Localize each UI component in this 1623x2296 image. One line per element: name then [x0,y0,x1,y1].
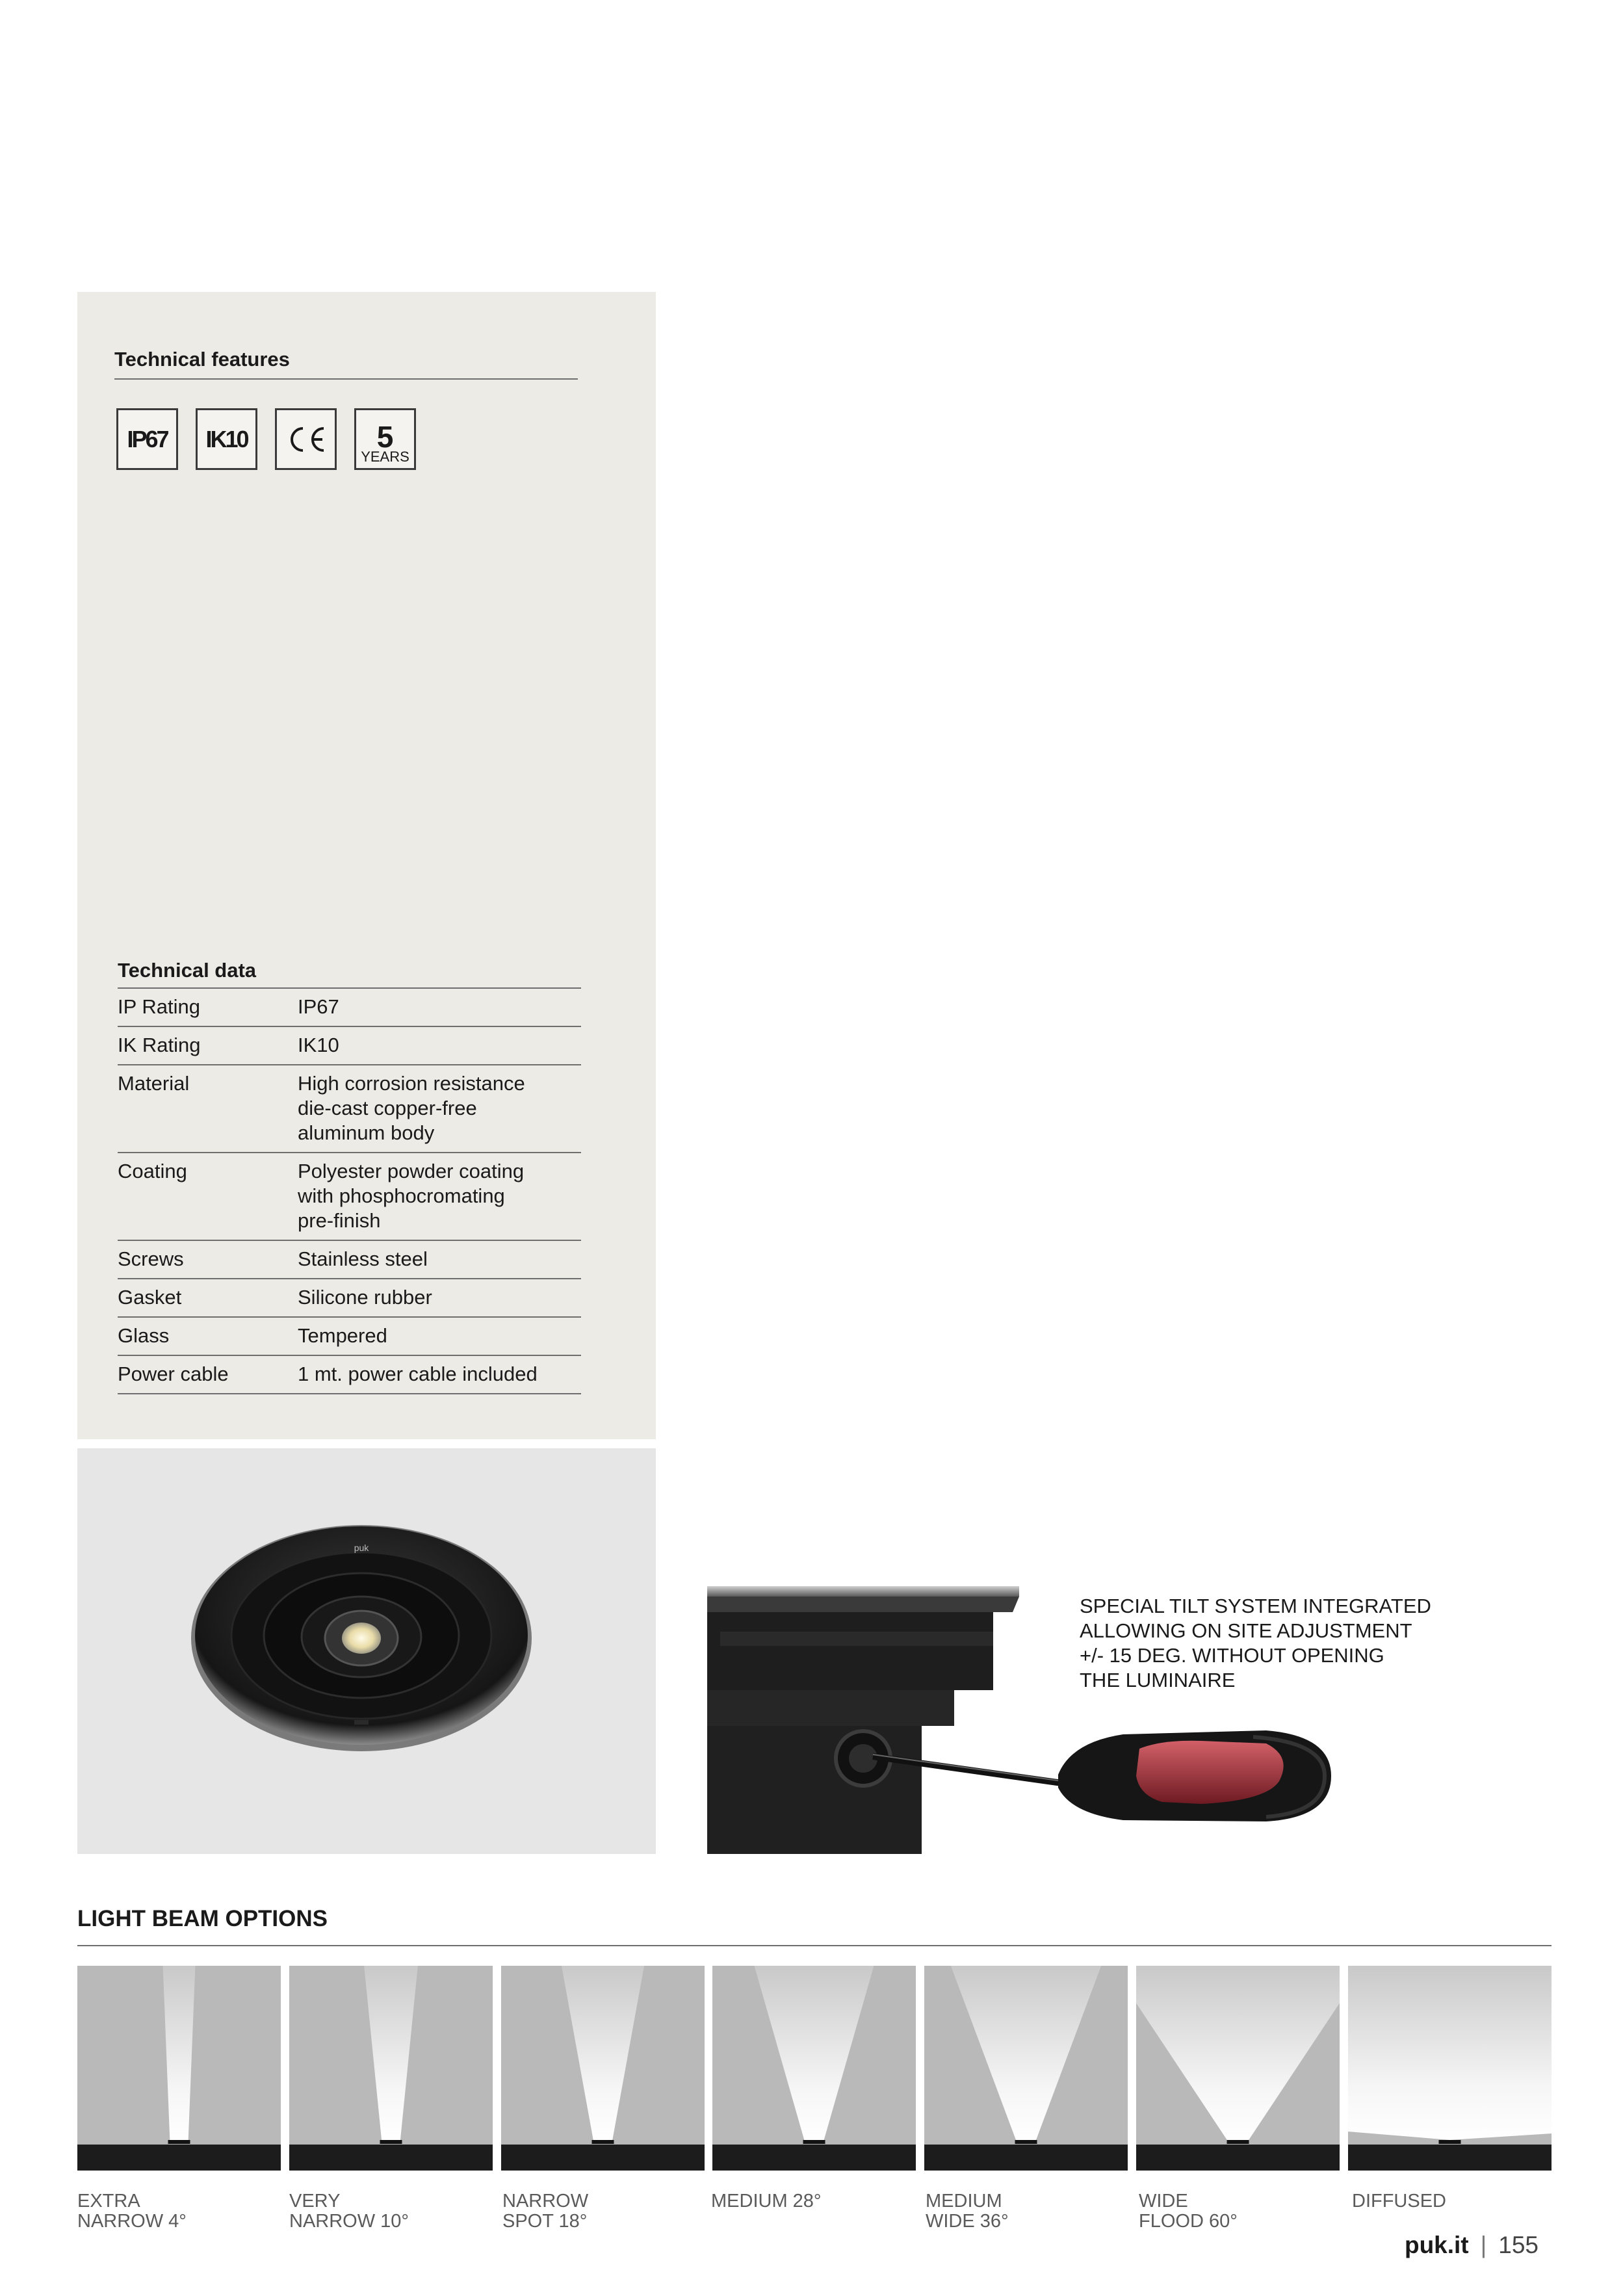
technical-data-value [298,1240,581,1279]
technical-data-value [298,988,581,1026]
recessed-luminaire-image [77,1448,656,1854]
technical-data-label: Glass [118,1324,170,1347]
technical-data-label: IP Rating [118,995,200,1018]
beam-option-label [502,2191,588,2232]
technical-data-value-line: pre-finish [298,1209,381,1232]
technical-data-row [118,1026,581,1065]
brand-url: puk.it [1404,2232,1469,2258]
beam-diagram [501,1966,705,2171]
ce-mark-icon [275,408,337,470]
beam-option-label-line: WIDE [1139,2191,1188,2211]
beam-floor [501,2145,705,2171]
beam-option-label [77,2191,187,2232]
beam-diagram-graphic [501,1966,705,2171]
beam-luminaire [592,2140,614,2144]
technical-data-value [298,1317,581,1355]
beam-option-label-line: MEDIUM [926,2191,1002,2211]
technical-data-value-line: Stainless steel [298,1247,428,1270]
technical-data-value-line: aluminum body [298,1121,435,1144]
beam-diagram-graphic [77,1966,281,2171]
beam-option-label-line: MEDIUM 28° [711,2191,822,2211]
technical-data-value-line: Silicone rubber [298,1286,432,1309]
beam-option-label [711,2191,822,2211]
beam-luminaire [1227,2140,1249,2144]
beam-floor [924,2145,1128,2171]
technical-data-value [298,1153,581,1240]
beam-option-label [1352,2191,1446,2211]
technical-features-divider [114,378,578,380]
beam-diagram [289,1966,493,2171]
tilt-caption-line: ALLOWING ON SITE ADJUSTMENT [1080,1619,1412,1642]
technical-data-label: IK Rating [118,1034,201,1056]
beam-option-label-line: NARROW 10° [289,2211,409,2232]
beam-option-label-line: FLOOD 60° [1139,2211,1238,2232]
page-number: 155 [1498,2232,1539,2258]
beam-floor [77,2145,281,2171]
light-beam-divider [77,1945,1552,1946]
technical-data-value-line: IP67 [298,995,339,1018]
beam-diagram-graphic [924,1966,1128,2171]
technical-data-value-line: die-cast copper-free [298,1097,477,1119]
technical-data-table [118,987,581,1394]
technical-data-row [118,1240,581,1279]
beam-option-label [1139,2191,1238,2232]
beam-diagram-graphic [1348,1966,1552,2171]
technical-data-row [118,1317,581,1355]
technical-data-row [118,988,581,1026]
tilt-system-caption [1080,1594,1470,1693]
beam-option-label-line: WIDE 36° [926,2211,1009,2232]
technical-data-row [118,1065,581,1153]
technical-data-row [118,1153,581,1240]
beam-diagram [712,1966,916,2171]
warranty-unit: YEARS [361,449,409,465]
technical-data-value-line: with phosphocromating [298,1184,505,1207]
beam-option-label-line: NARROW 4° [77,2211,187,2232]
beam-luminaire [1439,2140,1461,2144]
ik10-badge-icon [196,408,257,470]
technical-data-value-line: IK10 [298,1034,339,1056]
beam-option-label-line: SPOT 18° [502,2211,588,2232]
tilt-caption-line: THE LUMINAIRE [1080,1669,1236,1691]
beam-diagram [1136,1966,1340,2171]
beam-option-label-line: DIFFUSED [1352,2191,1446,2211]
technical-data-value [298,1355,581,1394]
diffused-light [1348,1966,1552,2140]
beam-floor [289,2145,493,2171]
technical-data-title: Technical data [118,959,257,982]
tilt-caption-line: +/- 15 DEG. WITHOUT OPENING [1080,1644,1384,1667]
beam-option-label [289,2191,409,2232]
beam-option-label [926,2191,1009,2232]
page-footer [1405,2232,1539,2259]
beam-diagram-graphic [289,1966,493,2171]
technical-data-label: Material [118,1072,190,1095]
beam-luminaire [380,2140,402,2144]
technical-data-row [118,1355,581,1394]
beam-luminaire [1015,2140,1037,2144]
technical-features-title: Technical features [114,348,290,371]
ip67-badge-icon [116,408,178,470]
technical-data-value [298,1065,581,1153]
beam-floor [1136,2145,1340,2171]
ik10-badge-label: IK10 [205,425,248,452]
beam-floor [712,2145,916,2171]
beam-option-label-line: VERY [289,2191,341,2211]
technical-data-row [118,1279,581,1317]
technical-data-label: Coating [118,1160,187,1182]
ce-mark-glyph [283,423,329,456]
beam-option-label-line: EXTRA [77,2191,140,2211]
footer-separator: | [1480,2232,1487,2258]
technical-data-value [298,1279,581,1317]
beam-luminaire [168,2140,190,2144]
technical-data-value-line: Polyester powder coating [298,1160,525,1182]
technical-data-label: Power cable [118,1363,229,1385]
warranty-number: 5 [376,420,394,454]
beam-diagram-graphic [712,1966,916,2171]
beam-floor [1348,2145,1552,2171]
technical-data-value-line: High corrosion resistance [298,1072,525,1095]
beam-diagram [1348,1966,1552,2171]
tilt-caption-line: SPECIAL TILT SYSTEM INTEGRATED [1080,1595,1431,1617]
technical-data-label: Gasket [118,1286,182,1309]
beam-option-label-line: NARROW [502,2191,589,2211]
technical-data-value [298,1026,581,1065]
technical-data-value-line: Tempered [298,1324,387,1347]
beam-luminaire [803,2140,825,2144]
technical-data-label: Screws [118,1247,184,1270]
beam-diagram [924,1966,1128,2171]
beam-diagram [77,1966,281,2171]
product-photo [77,1448,656,1854]
technical-data-value-line: 1 mt. power cable included [298,1363,538,1385]
light-beam-options-title: LIGHT BEAM OPTIONS [77,1906,328,1931]
beam-diagram-graphic [1136,1966,1340,2171]
ip67-badge-label: IP67 [127,425,168,452]
luminaire-logo: puk [354,1543,369,1553]
warranty-badge-icon [354,408,416,470]
